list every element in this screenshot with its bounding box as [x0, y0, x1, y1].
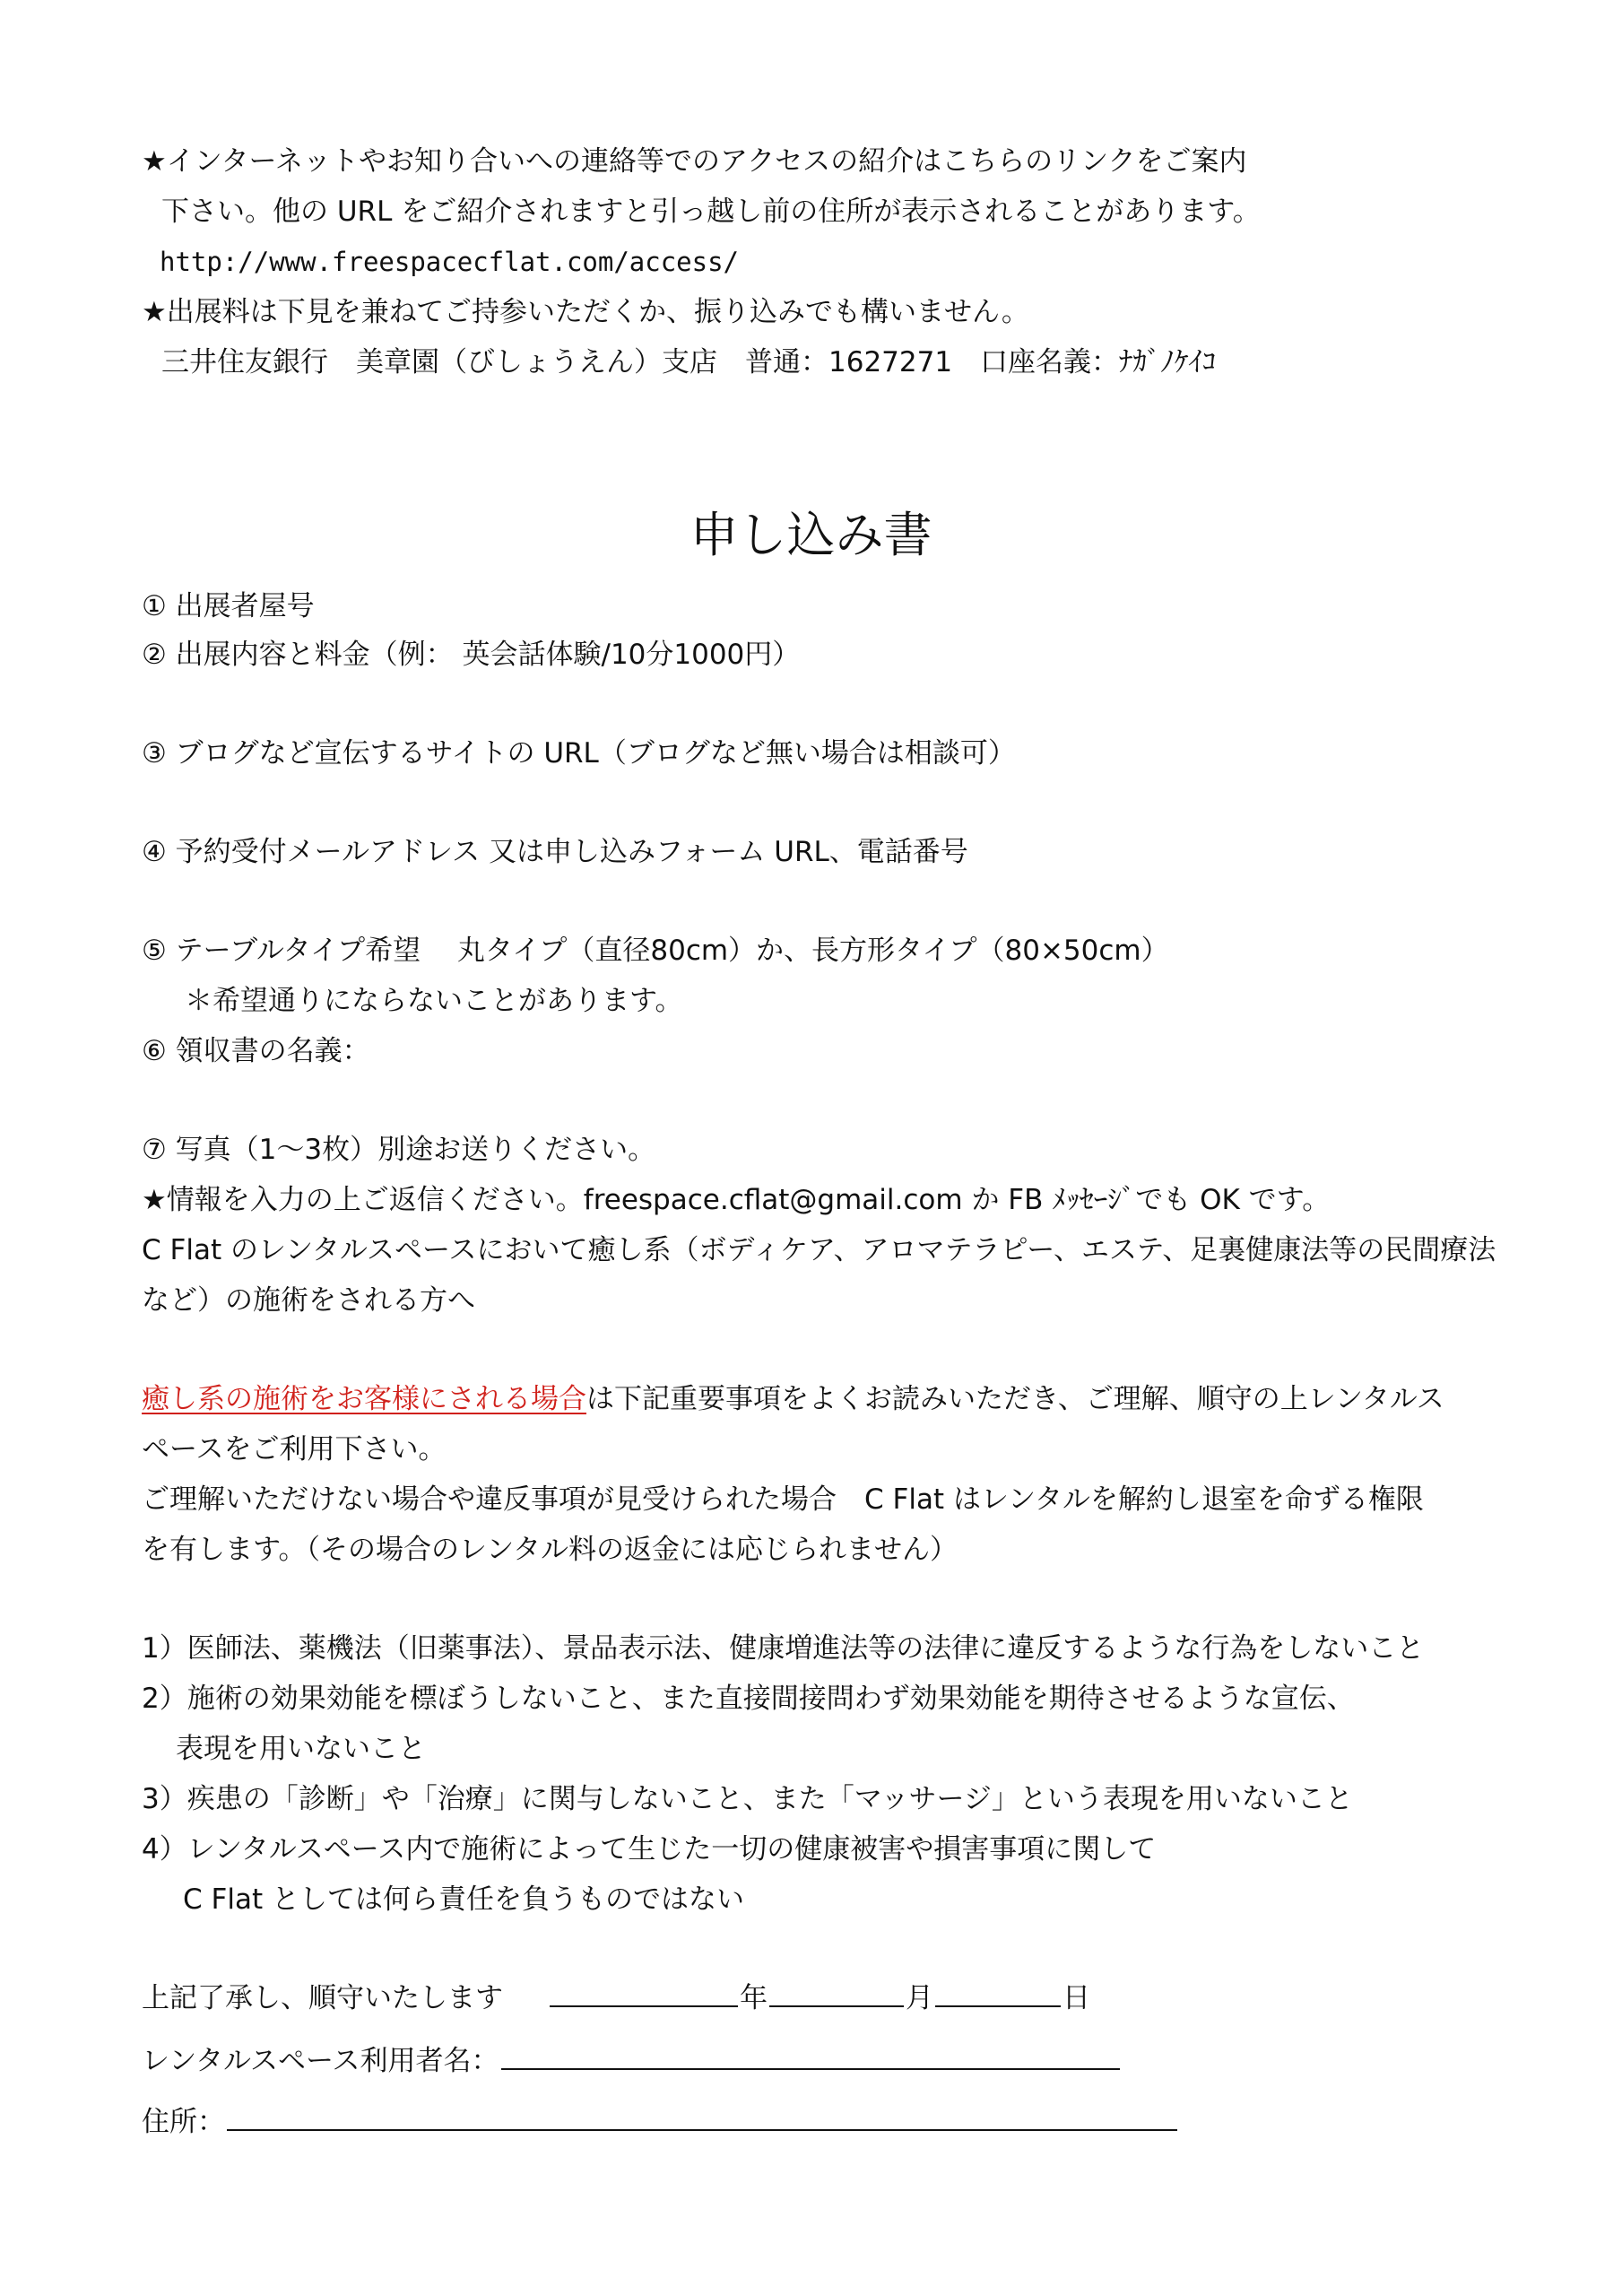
form-item-1: ① 出展者屋号	[142, 590, 315, 622]
rules-paragraph-1-rest: は下記重要事項をよくお読みいただき、ご理解、順守の上レンタルス	[586, 1383, 1444, 1415]
rules-highlight: 癒し系の施術をお客様にされる場合	[142, 1383, 586, 1415]
form-item-7: ⑦ 写真（1～3枚）別途お送りください。	[142, 1134, 656, 1166]
rule-item-4: 4）レンタルスペース内で施術によって生じた一切の健康被害や損害事項に関して	[142, 1833, 1157, 1866]
notice-line-2: 下さい。他の URL をご紹介されますと引っ越し前の住所が表示されることがあります。	[161, 196, 1261, 228]
agreement-line	[142, 1979, 1090, 2018]
rules-paragraph-1-line-2: ペースをご利用下さい。	[142, 1433, 447, 1465]
year-field[interactable]	[550, 1979, 738, 2007]
form-item-2: ② 出展内容と料金（例： 英会話体験/10分1000円）	[142, 639, 801, 671]
month-label: 月	[906, 1982, 933, 2014]
rule-item-1: 1）医師法、薬機法（旧薬事法）、景品表示法、健康増進法等の法律に違反するような行為をしないこと	[142, 1632, 1425, 1665]
form-item-4: ④ 予約受付メールアドレス 又は申し込みフォーム URL、電話番号	[142, 836, 968, 868]
access-url: http://www.freespacecflat.com/access/	[160, 247, 740, 277]
month-field[interactable]	[769, 1979, 904, 2007]
rule-item-3: 3）疾患の「診断」や「治療」に関与しないこと、また「マッサージ」という表現を用いないこと	[142, 1783, 1353, 1815]
form-item-6: ⑥ 領収書の名義：	[142, 1035, 370, 1067]
notice-line-1: ★インターネットやお知り合いへの連絡等でのアクセスの紹介はこちらのリンクをご案内	[142, 145, 1247, 178]
bank-account-info: 三井住友銀行 美章園（びしょうえん）支店 普通：1627271 口座名義：ﾅｶﾞﾉｹｲｺ	[161, 346, 1217, 378]
agreement-text: 上記了承し、順守いたします	[142, 1982, 503, 2014]
form-item-5-note: ＊希望通りにならないことがあります。	[185, 985, 683, 1017]
address-field[interactable]	[227, 2102, 1177, 2131]
user-name-label: レンタルスペース利用者名：	[142, 2045, 499, 2077]
reply-instruction: ★情報を入力の上ご返信ください。freespace.cflat@gmail.com か FB ﾒｯｾｰｼﾞでも OK です。	[142, 1184, 1331, 1216]
intro-line-2: など）の施術をされる方へ	[142, 1284, 475, 1317]
rules-paragraph-2-line-2: を有します。（その場合のレンタル料の返金には応じられません）	[142, 1534, 958, 1566]
year-label: 年	[740, 1982, 768, 2014]
form-title: 申し込み書	[690, 507, 932, 563]
form-item-5: ⑤ テーブルタイプ希望 丸タイプ（直径80cm）か、長方形タイプ（80×50cm）	[142, 935, 1169, 967]
user-name-field[interactable]	[501, 2041, 1120, 2070]
form-item-3: ③ ブログなど宣伝するサイトの URL（ブログなど無い場合は相談可）	[142, 737, 1016, 770]
day-label: 日	[1063, 1982, 1090, 2014]
rule-item-2: 2）施術の効果効能を標ぼうしないこと、また直接間接問わず効果効能を期待させるような宣伝、	[142, 1683, 1355, 1715]
notice-line-3: ★出展料は下見を兼ねてご持参いただくか、振り込みでも構いません。	[142, 296, 1029, 328]
rule-item-2-cont: 表現を用いないこと	[176, 1733, 426, 1765]
user-name-line	[142, 2041, 1122, 2081]
rules-paragraph-2-line-1: ご理解いただけない場合や違反事項が見受けられた場合 C Flat はレンタルを解約し退室を命ずる権限	[142, 1483, 1424, 1516]
rule-item-4-cont: C Flat としては何ら責任を負うものではない	[183, 1883, 744, 1916]
day-field[interactable]	[935, 1979, 1061, 2007]
address-label: 住所：	[142, 2106, 225, 2138]
address-line	[142, 2102, 1179, 2142]
intro-line-1: C Flat のレンタルスペースにおいて癒し系（ボディケア、アロマテラピー、エステ、足裏健康法等の民間療法	[142, 1234, 1496, 1266]
rules-paragraph-1	[142, 1379, 1444, 1419]
